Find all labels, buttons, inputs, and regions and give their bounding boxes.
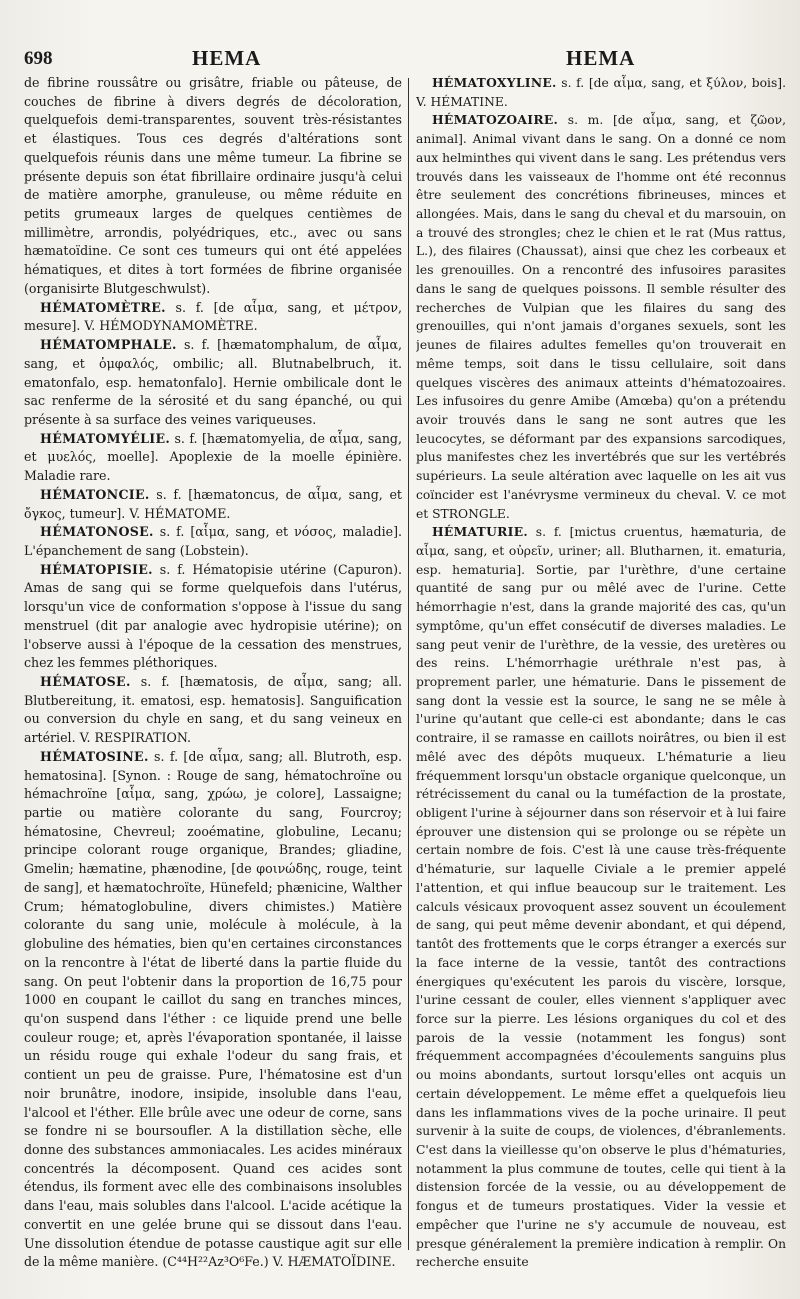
dictionary-entry	[24, 430, 402, 486]
entry-text: s. f. [mictus cruentus, hæmaturia, de αἷμα, sang, et οὐρεῖν, uriner; all. Blutharnen, it. ematuria, esp. hematuria]. Sortie, par l'urèthre, d'une certaine quantité de sang pur ou mêlé avec de l'urine. Cette hémorrhagie n'est, dans la grande majorité des cas, qu'un symptôme, qu'un effet consécutif de diverses maladies. Le sang peut venir de l'urèthre, de la vessie, des uretères ou des reins. L'hémorrhagie uréthrale n'est pas, à proprement parler, une hématurie. Dans le pissement de sang dont la vessie est la source, le sang ne se mêle à l'urine qu'autant que celle-ci est abondante; dans le cas contraire, il se ramasse en caillots noirâtres, ou bien il est mêlé avec des dépôts muqueux. L'hématurie a lieu fréquemment lorsqu'un obstacle organique quelconque, un rétrécissement du canal ou la tuméfaction de la prostate, obligent l'urine à séjourner dans son réservoir et à lui faire éprouver une distension qui se prolonge ou se répète un certain nombre de fois. C'est là une cause très-fréquente d'hématurie, sur laquelle Civiale a le premier appelé l'attention, et qui influe beaucoup sur le traitement. Les calculs vésicaux provoquent assez souvent un écoulement de sang, qui peut même devenir abondant, et qui dépend, tantôt des frottements que le corps étranger a exercés sur la face interne de la vessie, tantôt des contractions énergiques qu'exécutent les parois du viscère, lorsque, l'urine cessant de couler, elles viennent s'appliquer avec force sur la pierre. Les lésions organiques du col et des parois de la vessie (notamment les fongus) sont fréquemment accompagnées d'écoulements sanguins plus ou moins abondants, surtout lorsqu'elles ont acquis un certain développement. Le même effet a quelquefois lieu dans les inflammations vives de la poche urinaire. Il peut survenir à la suite de coups, de violences, d'ébranlements. C'est dans la vieillesse qu'on observe le plus d'hématuries, notamment la plus commune de toutes, celle qui tient à la distension forcée de la vessie, ou au développement de fongus et de tumeurs prostatiques. Vider la vessie et empêcher que l'urine ne s'y accumule de nouveau, est presque généralement la première indication à remplir. On recherche ensuite	[416, 525, 786, 1270]
entry-headword: HÉMATOZOAIRE.	[432, 112, 559, 128]
right-column	[416, 74, 786, 1289]
entry-headword: HÉMATOPISIE.	[40, 561, 153, 577]
entry-text: s. f. [de αἷμα, sang; all. Blutroth, esp. hematosina]. [Synon. : Rouge de sang, hématochroïne ou hémachroïne [αἷμα, sang, χρώω, je colore], Lassaigne; partie ou matière colorante du sang, Fourcroy; hématosine, Chevreul; zooématine, globuline, Lecanu; principe colorant rouge organique, Brandes; gliadine, Gmelin; hæmatine, phænodine, [de φοινώδης, rouge, teint de sang], et hæmatochroïte, Hünefeld; phænicine, Walther Crum; hématoglobuline, divers chimistes.) Matière colorante du sang unie, molécule à molécule, à la globuline des hématies, bien qu'en certaines circonstances on la rencontre à l'état de liberté dans la partie fluide du sang. On peut l'obtenir dans la proportion de 16,75 pour 1000 en coupant le caillot du sang en tranches minces, qu'on suspend dans l'éther : ce liquide prend une belle couleur rouge; et, après l'évaporation spontanée, il laisse un résidu rouge qui exhale l'odeur du sang frais, et contient un peu de graisse. Pure, l'hématosine est d'un noir brunâtre, inodore, insipide, insoluble dans l'eau, l'alcool et l'éther. Elle brûle avec une odeur de corne, sans se fondre ni se boursoufler. A la distillation sèche, elle donne des substances ammoniacales. Les acides minéraux concentrés la décomposent. Quand ces acides sont étendus, ils forment avec elle des combinaisons insolubles dans l'eau, mais solubles dans l'alcool. L'acide acétique la convertit en une gelée brune qui se dissout dans l'eau. Une dissolution étendue de potasse caustique agit sur elle de la même manière. (C⁴⁴H²²Az³O⁶Fe.) V. HÆMATOÏDINE.	[24, 748, 402, 1270]
entry-headword: HÉMATOSINE.	[40, 748, 149, 764]
entry-headword: HÉMATOMPHALE.	[40, 337, 177, 353]
dictionary-entry	[24, 336, 402, 430]
dictionary-entry	[416, 111, 786, 523]
dictionary-entry	[24, 486, 402, 523]
entry-headword: HÉMATOXYLINE.	[432, 75, 557, 90]
entry-text: s. m. [de αἷμα, sang, et ζῶον, animal]. Animal vivant dans le sang. On a donné ce nom aux helminthes qui vivent dans le sang. Les prétendus vers trouvés dans les vaisseaux de l'homme ont été reconnus être seulement des concrétions fibrineuses, minces et allongées. Mais, dans le sang du cheval et du marsouin, on a trouvé des strongles; chez le chien et le rat (Mus rattus, L.), des filaires (Chaussat), ainsi que chez les corbeaux et les grenouilles. On a rencontré des infusoires parasites dans le sang de quelques poissons. Il semble résulter des recherches de Vulpian que les filaires du sang des grenouilles, qui n'ont jamais d'organes sexuels, sont les jeunes de filaires adultes femelles qu'on trouverait en même temps, soit dans le tissu cellulaire, soit dans quelques viscères des animaux atteints d'hématozoaires. Les infusoires du genre Amibe (Amœba) qu'on a prétendu avoir trouvés dans le sang ne sont autres que les leucocytes, se déformant par des expansions sarcodiques, plus manifestes chez les invertébrés que sur les vertébrés supérieurs. La seule altération avec laquelle on les ait vus coïncider est l'anévrysme vermineux du cheval. V. ce mot et STRONGLE.	[416, 113, 786, 521]
entry-headword: HÉMATOMYÉLIE.	[40, 430, 171, 446]
entry-text: s. f. [de αἷμα, sang, et μέτρον, mesure]. V. HÉMODYNAMOMÈTRE.	[24, 299, 402, 334]
entry-headword: HÉMATONCIE.	[40, 486, 150, 502]
dictionary-entry	[24, 523, 402, 560]
dictionary-entry	[24, 299, 402, 336]
dictionary-entry	[24, 673, 402, 748]
page-number: 698	[24, 48, 53, 69]
left-running-head: HEMA	[192, 46, 262, 70]
column-divider	[408, 78, 409, 1250]
entry-text: s. f. [αἷμα, sang, et νόσος, maladie]. L'épanchement de sang (Lobstein).	[24, 524, 402, 558]
entry-text: s. f. [hæmatoncus, de αἷμα, sang, et ὄγκος, tumeur]. V. HÉMATOME.	[24, 486, 402, 521]
right-running-head: HEMA	[566, 46, 636, 70]
entry-text: s. f. [hæmatomphalum, de αἷμα, sang, et ὀμφαλός, ombilic; all. Blutnabelbruch, it. ematonfalo, esp. hematonfalo]. Hernie ombilicale dont le sac renferme de la sérosité et du sang épanché, ou qui présente à sa surface des veines variqueuses.	[24, 337, 402, 427]
page-header	[24, 46, 786, 74]
entry-headword: HÉMATONOSE.	[40, 524, 154, 540]
dictionary-entry	[24, 561, 402, 673]
entry-headword: HÉMATOSE.	[40, 674, 131, 689]
entry-text: de fibrine roussâtre ou grisâtre, friable ou pâteuse, de couches de fibrine à divers degrés de décoloration, quelquefois demi-transparentes, souvent très-résistantes et élastiques. Tous ces degrés d'altérations sont quelquefois réunis dans une même tumeur. La fibrine se présente depuis son état fibrillaire ordinaire jusqu'à celui de matière amorphe, granuleuse, ou même réduite en petits grumeaux larges de quelques centièmes de millimètre, arrondis, polyédriques, etc., avec ou sans hæmatoïdine. Ce sont ces tumeurs qui ont été appelées hématiques, et dites à tort formées de fibrine organisée (organisirte Blutgeschwulst).	[24, 75, 402, 296]
entry-text: s. f. Hématopisie utérine (Capuron). Amas de sang qui se forme quelquefois dans l'utérus, lorsqu'un vice de conformation s'oppose à l'issue du sang menstruel (dit par analogie avec hydropisie utérine); on l'observe aussi à l'époque de la cessation des menstrues, chez les femmes pléthoriques.	[24, 561, 402, 671]
dictionary-entry	[416, 74, 786, 111]
entry-text: s. f. [hæmatosis, de αἷμα, sang; all. Blutbereitung, it. ematosi, esp. hematosis]. Sanguification ou conversion du chyle en sang, et du sang veineux en artériel. V. RESPIRATION.	[24, 674, 402, 746]
entry-headword: HÉMATOMÈTRE.	[40, 299, 166, 315]
left-column	[24, 74, 402, 1289]
dictionary-entry	[24, 748, 402, 1272]
dictionary-entry	[24, 74, 402, 299]
entry-headword: HÉMATURIE.	[432, 524, 528, 540]
entry-text: s. f. [de αἷμα, sang, et ξύλον, bois]. V. HÉMATINE.	[416, 76, 786, 109]
entry-text: s. f. [hæmatomyelia, de αἷμα, sang, et μυελός, moelle]. Apoplexie de la moelle épinière. Maladie rare.	[24, 430, 402, 484]
text-columns	[24, 74, 786, 1289]
dictionary-entry	[416, 523, 786, 1272]
